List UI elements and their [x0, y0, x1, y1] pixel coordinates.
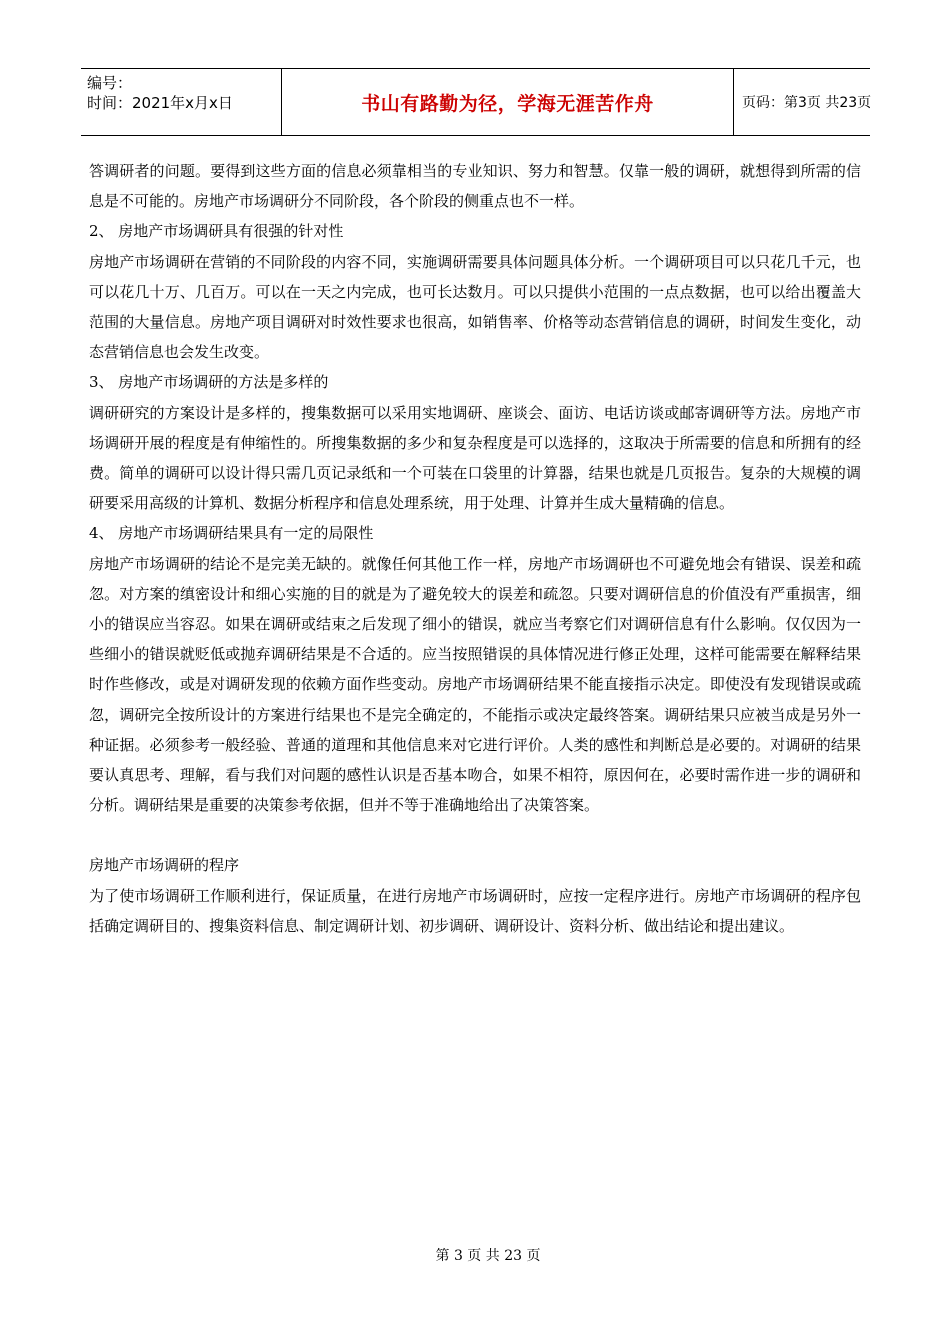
document-body [89, 156, 861, 941]
header-page-cell [734, 69, 870, 135]
paragraph-3: 调研研究的方案设计是多样的，搜集数据可以采用实地调研、座谈会、面访、电话访谈或邮寄调研等方法。房地产市场调研开展的程度是有伸缩性的。所搜集数据的多少和复杂程度是可以选择的，这取决于所需要的信息和所拥有的经费。简单的调研可以设计得只需几页记录纸和一个可装在口袋里的计算器，结果也就是几页报告。复杂的大规模的调研要采用高级的计算机、数据分析程序和信息处理系统，用于处理、计算并生成大量精确的信息。 [89, 403, 861, 513]
paragraph-1: 答调研者的问题。要得到这些方面的信息必须靠相当的专业知识、努力和智慧。仅靠一般的调研，就想得到所需的信息是不可能的。房地产市场调研分不同阶段，各个阶段的侧重点也不一样。 [89, 162, 861, 211]
section-title: 房地产市场调研的程序 [89, 856, 240, 875]
paragraph-5: 为了使市场调研工作顺利进行，保证质量，在进行房地产市场调研时，应按一定程序进行。房地产市场调研的程序包括确定调研目的、搜集资料信息、制定调研计划、初步调研、调研设计、资料分析、做出结论和提出建议。 [89, 886, 861, 935]
section-spacer [89, 820, 861, 850]
header-meta [81, 69, 282, 135]
page-header [81, 68, 870, 136]
page-footer: 第 3 页 共 23 页 [435, 1248, 541, 1264]
heading-4: 4、 房地产市场调研结果具有一定的局限性 [89, 524, 374, 543]
heading-2: 2、 房地产市场调研具有很强的针对性 [89, 222, 344, 241]
paragraph-2: 房地产市场调研在营销的不同阶段的内容不同，实施调研需要具体问题具体分析。一个调研项目可以只花几千元，也可以花几十万、几百万。可以在一天之内完成，也可长达数月。可以只提供小范围的一点点数据，也可以给出覆盖大范围的大量信息。房地产项目调研对时效性要求也很高，如销售率、价格等动态营销信息的调研，时间发生变化，动态营销信息也会发生改变。 [89, 252, 861, 362]
date-label: 时间：2021年x月x日 [87, 94, 233, 112]
heading-3: 3、 房地产市场调研的方法是多样的 [89, 373, 329, 392]
motto: 书山有路勤为径，学海无涯苦作舟 [361, 93, 654, 115]
serial-label: 编号： [87, 74, 133, 92]
header-page-info: 页码：第3页 共23页 [742, 95, 872, 111]
paragraph-4: 房地产市场调研的结论不是完美无缺的。就像任何其他工作一样，房地产市场调研也不可避免地会有错误、误差和疏忽。对方案的缜密设计和细心实施的目的就是为了避免较大的误差和疏忽。只要对调研信息的价值没有严重损害，细小的错误应当容忍。如果在调研或结束之后发现了细小的错误，就应当考察它们对调研信息有什么影响。仅仅因为一些细小的错误就贬低或抛弃调研结果是不合适的。应当按照错误的具体情况进行修正处理，这样可能需要在解释结果时作些修改，或是对调研发现的依赖方面作些变动。房地产市场调研结果不能直接指示决定。即使没有发现错误或疏忽，调研完全按所设计的方案进行结果也不是完全确定的，不能指示或决定最终答案。调研结果只应被当成是另外一种证据。必须参考一般经验、普通的道理和其他信息来对它进行评价。人类的感性和判断总是必要的。对调研的结果要认真思考、理解，看与我们对问题的感性认识是否基本吻合，如果不相符，原因何在，必要时需作进一步的调研和分析。调研结果是重要的决策参考依据，但并不等于准确地给出了决策答案。 [89, 554, 861, 815]
header-motto-cell [282, 69, 734, 135]
